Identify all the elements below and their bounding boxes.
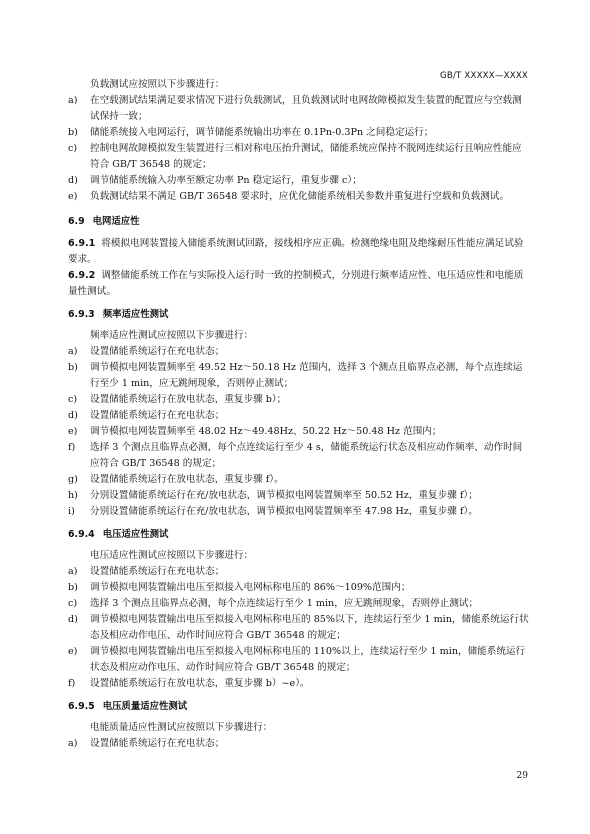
- section-number: 6.9.4: [68, 529, 95, 540]
- list-item: [68, 408, 530, 424]
- section-number: 6.9.3: [68, 309, 95, 320]
- section-title: 电压质量适应性测试: [102, 701, 188, 712]
- frequency-test-steps: [68, 344, 530, 520]
- list-item-label: a): [68, 95, 78, 106]
- list-item-text: 分别设置储能系统运行在充/放电状态，调节模拟电网装置频率至 47.98 Hz，重复步骤 f）。: [90, 506, 478, 517]
- list-item: [68, 580, 530, 596]
- section-title: 频率适应性测试: [102, 309, 169, 320]
- section-heading-6-9-3: [68, 307, 530, 323]
- list-item-text: 设置储能系统运行在充电状态；: [90, 566, 225, 577]
- list-item-label: f): [68, 442, 76, 453]
- list-item: [68, 141, 530, 173]
- section-heading-6-9-4: [68, 527, 530, 543]
- list-item-text: 设置储能系统运行在放电状态，重复步骤 b）~e）。: [90, 678, 310, 689]
- list-item-text: 选择 3 个测点且临界点必测，每个点连续运行至少 4 s，储能系统运行状态及相应动作频率、动作时间应符合 GB/T 36548 的规定；: [90, 442, 523, 469]
- list-item: [68, 344, 530, 360]
- list-item: [68, 676, 530, 692]
- list-item-text: 调节储能系统输入功率至额定功率 Pn 稳定运行，重复步骤 c）；: [90, 175, 362, 186]
- list-item-text: 设置储能系统运行在放电状态，重复步骤 f）。: [90, 474, 284, 485]
- list-item-label: c): [68, 143, 78, 154]
- section-number: 6.9.5: [68, 701, 95, 712]
- list-item-text: 负载测试结果不满足 GB/T 36548 要求时，应优化储能系统相关参数并重复进行空载和负载测试。: [90, 191, 509, 202]
- list-item-text: 选择 3 个测点且临界点必测，每个点连续运行至少 1 min，应无跳闸现象，否则停止测试；: [90, 598, 479, 609]
- frequency-test-intro: 频率适应性测试应按照以下步骤进行：: [90, 330, 254, 341]
- page-body: [68, 77, 530, 752]
- list-item-label: c): [68, 598, 78, 609]
- section-title: 电压适应性测试: [102, 529, 169, 540]
- clause-text: 调整储能系统工作在与实际投入运行时一致的控制模式，分别进行频率适应性、电压适应性和电能质量性测试。: [68, 270, 524, 297]
- list-item-label: h): [68, 490, 78, 501]
- list-item-text: 设置储能系统运行在放电状态，重复步骤 b）；: [90, 394, 287, 405]
- list-item-label: a): [68, 346, 78, 357]
- power-quality-test-intro: 电能质量适应性测试应按照以下步骤进行：: [90, 722, 273, 733]
- section-heading-6-9: [68, 214, 530, 230]
- list-item-text: 储能系统接入电网运行，调节储能系统输出功率在 0.1Pn-0.3Pn 之间稳定运行；: [90, 127, 434, 138]
- clause-6-9-2: [68, 268, 530, 300]
- clause-text: 将模拟电网装置接入储能系统测试回路，接线相序应正确。检测绝缘电阻及绝缘耐压性能应满足试验要求。: [68, 238, 524, 265]
- clause-number: 6.9.2: [68, 270, 96, 281]
- list-item: [68, 564, 530, 580]
- load-test-steps: [68, 93, 530, 205]
- list-item-label: e): [68, 646, 78, 657]
- clause-6-9-1: [68, 236, 530, 268]
- list-item: [68, 125, 530, 141]
- list-item-label: d): [68, 410, 78, 421]
- power-quality-test-steps: [68, 736, 530, 752]
- list-item-label: e): [68, 191, 78, 202]
- list-item-label: a): [68, 738, 78, 749]
- list-item-label: d): [68, 614, 78, 625]
- load-test-intro: 负载测试应按照以下步骤进行：: [90, 79, 225, 90]
- list-item: [68, 360, 530, 392]
- list-item: [68, 392, 530, 408]
- section-number: 6.9: [68, 216, 85, 227]
- list-item: [68, 596, 530, 612]
- list-item-label: d): [68, 175, 78, 186]
- list-item-text: 调节模拟电网装置输出电压至拟接入电网标称电压的 85%以下，连续运行至少 1 min，储能系统运行状态及相应动作电压、动作时间应符合 GB/T 36548 的规定；: [90, 614, 529, 641]
- section-heading-6-9-5: [68, 699, 530, 715]
- list-item-text: 调节模拟电网装置输出电压至拟接入电网标称电压的 86%～109%范围内；: [90, 582, 411, 593]
- document-code-header: GB/T XXXXX—XXXX: [439, 71, 528, 81]
- list-item-label: f): [68, 678, 76, 689]
- list-item-label: a): [68, 566, 78, 577]
- list-item: [68, 440, 530, 472]
- list-item-text: 控制电网故障模拟发生装置进行三相对称电压抬升测试，储能系统应保持不脱网连续运行且响应性能应符合 GB/T 36548 的规定；: [90, 143, 522, 170]
- list-item: [68, 612, 530, 644]
- list-item-text: 在空载测试结果满足要求情况下进行负载测试，且负载测试时电网故障模拟发生装置的配置应与空载测试保持一致；: [90, 95, 522, 122]
- list-item-text: 调节模拟电网装置频率至 48.02 Hz～49.48Hz、50.22 Hz～50.48 Hz 范围内；: [90, 426, 442, 437]
- section-title: 电网适应性: [92, 216, 140, 227]
- list-item: [68, 93, 530, 125]
- list-item-text: 设置储能系统运行在充电状态；: [90, 410, 225, 421]
- list-item-text: 设置储能系统运行在充电状态；: [90, 346, 225, 357]
- list-item: [68, 488, 530, 504]
- list-item-label: i): [68, 506, 75, 517]
- list-item-text: 设置储能系统运行在充电状态；: [90, 738, 225, 749]
- list-item: [68, 173, 530, 189]
- list-item: [68, 424, 530, 440]
- clause-number: 6.9.1: [68, 238, 96, 249]
- list-item: [68, 736, 530, 752]
- list-item-label: c): [68, 394, 78, 405]
- list-item-text: 分别设置储能系统运行在充/放电状态，调节模拟电网装置频率至 50.52 Hz，重复步骤 f）；: [90, 490, 478, 501]
- list-item: [68, 472, 530, 488]
- voltage-test-steps: [68, 564, 530, 692]
- list-item-label: b): [68, 362, 78, 373]
- list-item-label: e): [68, 426, 78, 437]
- list-item-label: b): [68, 127, 78, 138]
- page-number: 29: [516, 771, 528, 781]
- list-item: [68, 644, 530, 676]
- list-item: [68, 189, 530, 205]
- list-item-text: 调节模拟电网装置频率至 49.52 Hz～50.18 Hz 范围内，选择 3 个测点且临界点必测，每个点连续运行至少 1 min，应无跳闸现象，否则停止测试；: [90, 362, 523, 389]
- list-item-label: g): [68, 474, 78, 485]
- voltage-test-intro: 电压适应性测试应按照以下步骤进行：: [90, 550, 254, 561]
- list-item-label: b): [68, 582, 78, 593]
- list-item: [68, 504, 530, 520]
- list-item-text: 调节模拟电网装置输出电压至拟接入电网标称电压的 110%以上，连续运行至少 1 min，储能系统运行状态及相应动作电压、动作时间应符合 GB/T 36548 的规定；: [90, 646, 526, 673]
